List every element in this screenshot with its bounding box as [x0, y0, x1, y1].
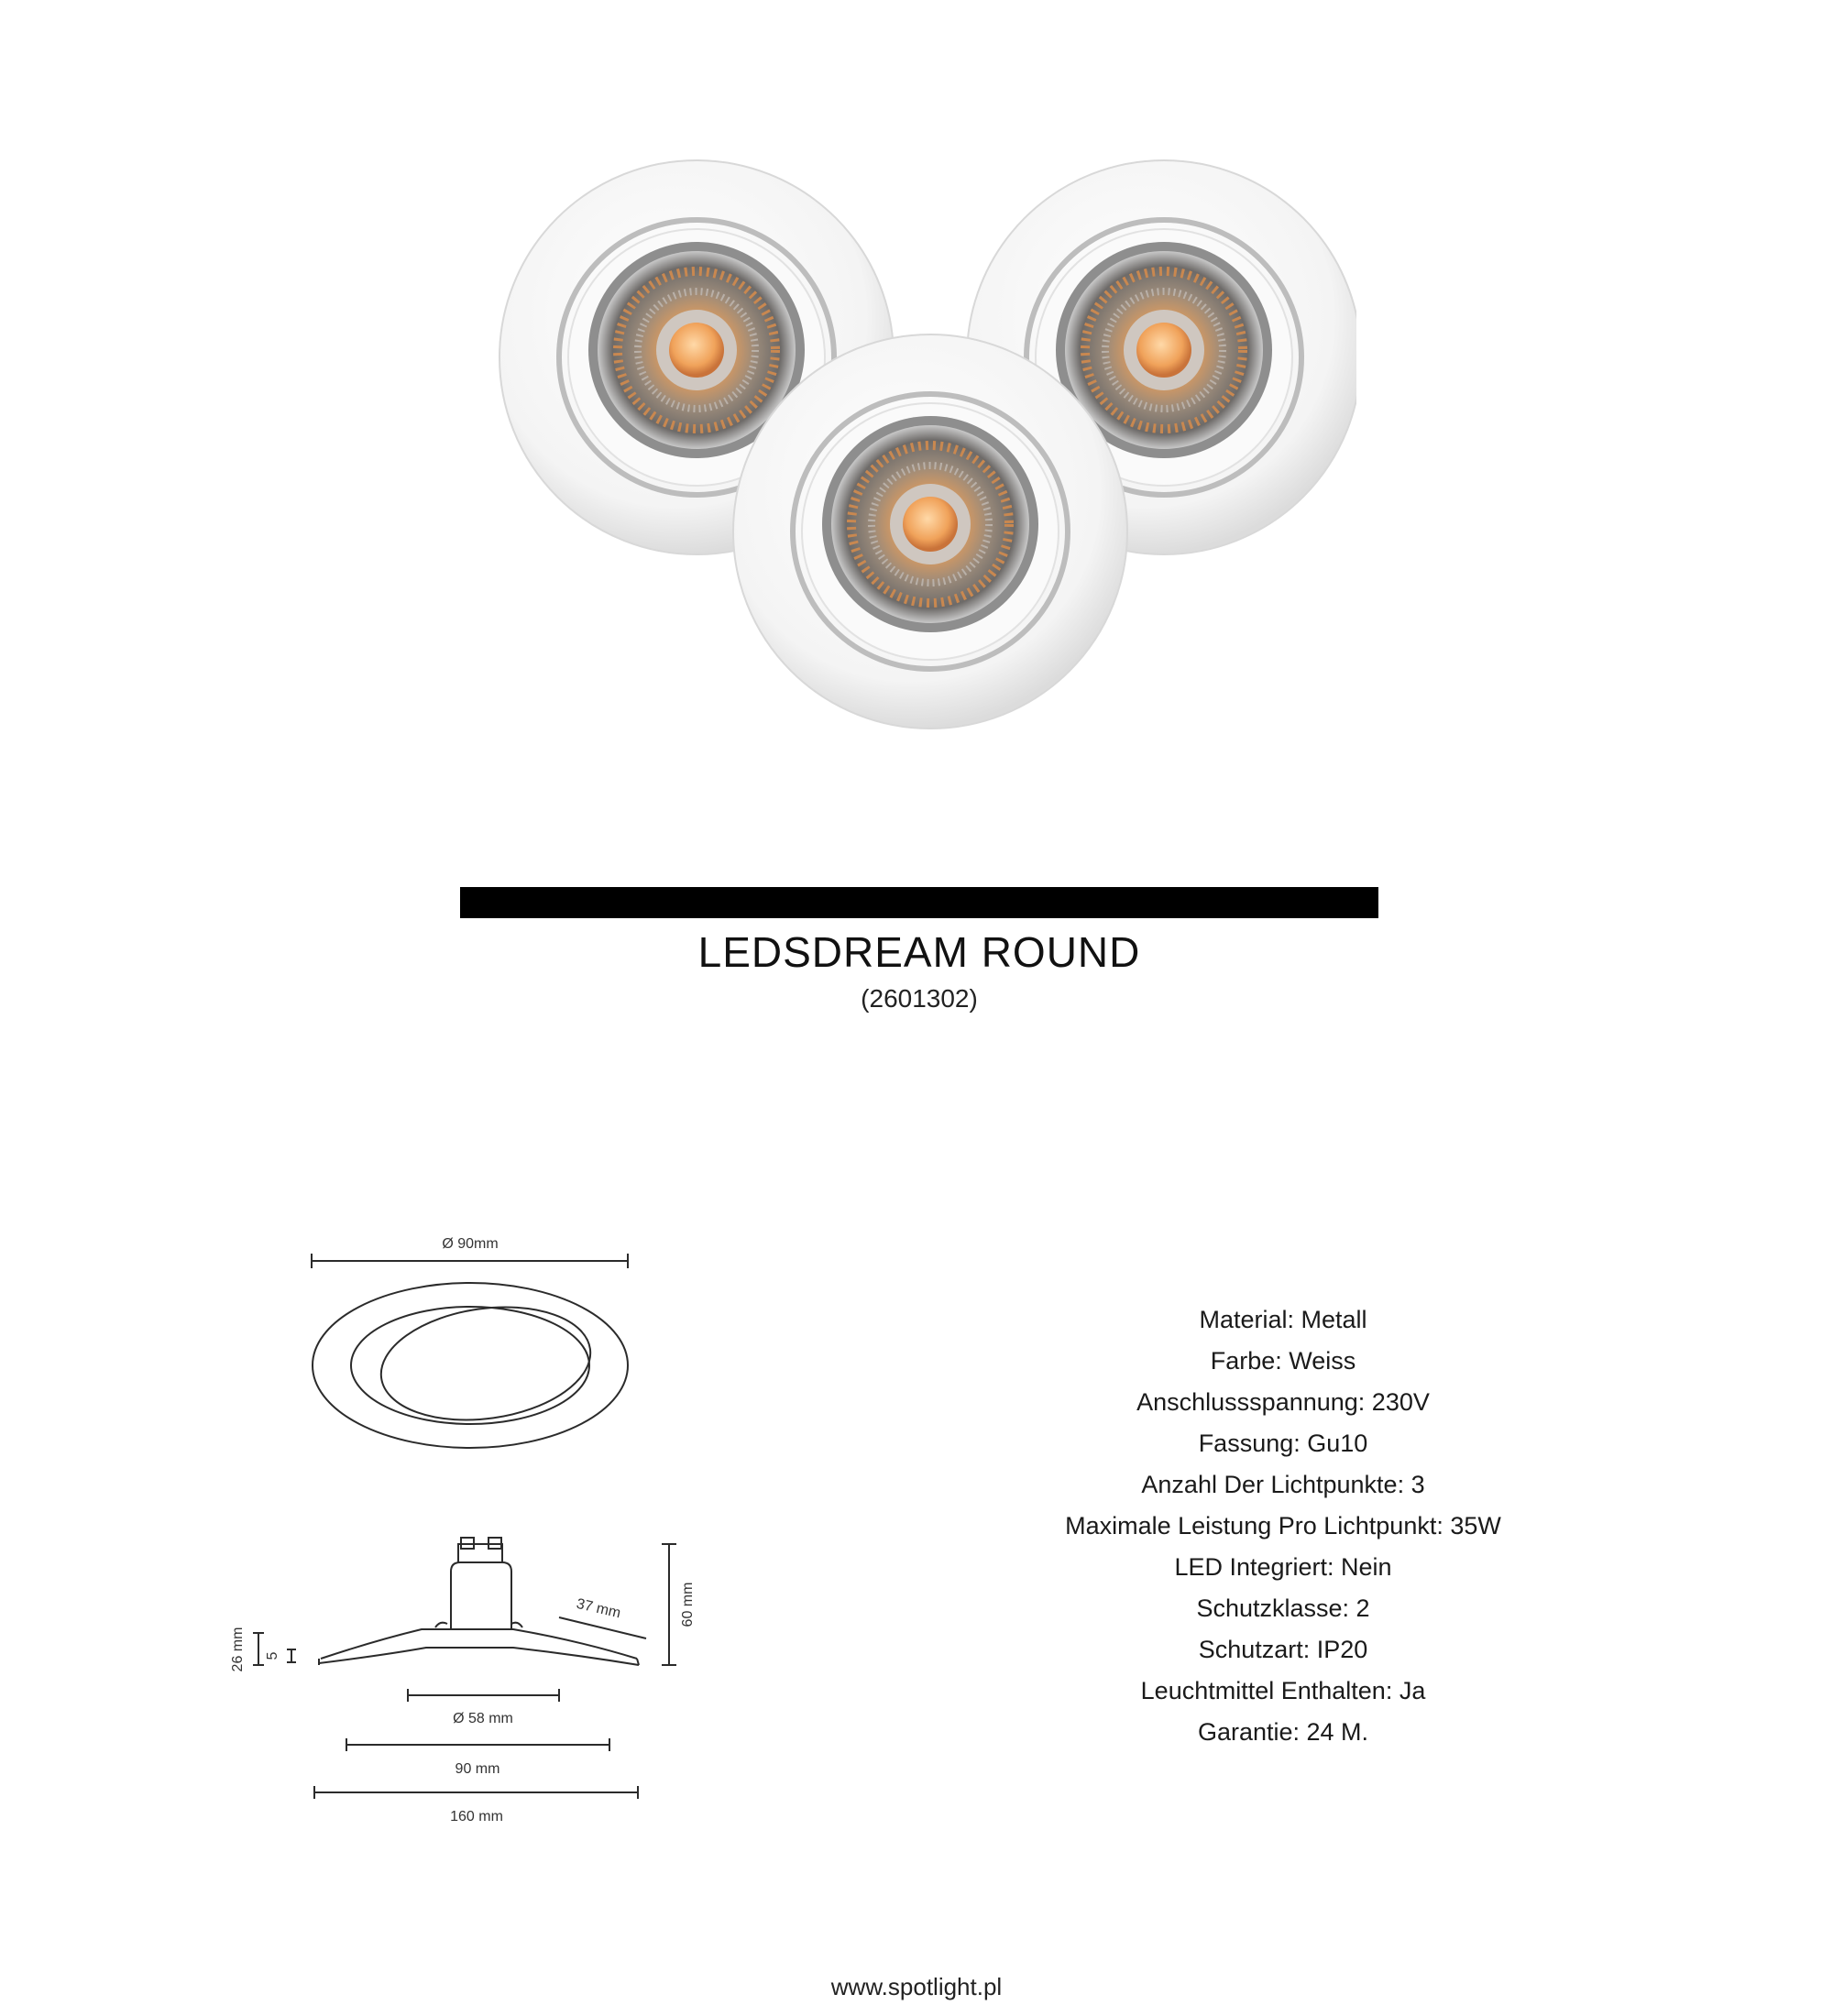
spec-item: Anzahl Der Lichtpunkte: 3: [1141, 1471, 1425, 1498]
side-view-body: [321, 1629, 637, 1659]
spec-item: Schutzklasse: 2: [1196, 1594, 1370, 1622]
spec-item: Farbe: Weiss: [1210, 1347, 1356, 1375]
spec-item: Anschlussspannung: 230V: [1136, 1388, 1430, 1416]
dimension-drawing: [211, 1210, 724, 1833]
spec-item: Leuchtmittel Enthalten: Ja: [1140, 1677, 1426, 1704]
label-inner: 90 mm: [455, 1761, 500, 1777]
spec-item: Material: Metall: [1199, 1306, 1367, 1333]
product-code: (2601302): [861, 984, 978, 1013]
label-height: 60 mm: [680, 1582, 696, 1627]
label-rim: 5: [265, 1651, 280, 1660]
label-depth: 37 mm: [575, 1595, 622, 1622]
label-cutout: Ø 58 mm: [453, 1711, 513, 1726]
spec-list: [1008, 1299, 1558, 1753]
product-photo: [486, 156, 1356, 742]
label-top-diameter: Ø 90mm: [442, 1236, 499, 1252]
product-title: LEDSDREAM ROUND: [697, 928, 1141, 976]
dimension-line-depth: [559, 1617, 646, 1638]
spotlight-center: [733, 334, 1127, 729]
title-divider-bar: [460, 887, 1378, 918]
spec-item: Schutzart: IP20: [1198, 1636, 1368, 1663]
label-outer: 160 mm: [450, 1809, 503, 1824]
spec-item: Garantie: 24 M.: [1197, 1718, 1369, 1746]
spec-item: Maximale Leistung Pro Lichtpunkt: 35W: [1065, 1512, 1501, 1539]
footer-website: www.spotlight.pl: [830, 1973, 1003, 2000]
spec-item: LED Integriert: Nein: [1174, 1553, 1392, 1581]
spec-item: Fassung: Gu10: [1198, 1430, 1368, 1457]
label-total: 26 mm: [230, 1627, 246, 1672]
